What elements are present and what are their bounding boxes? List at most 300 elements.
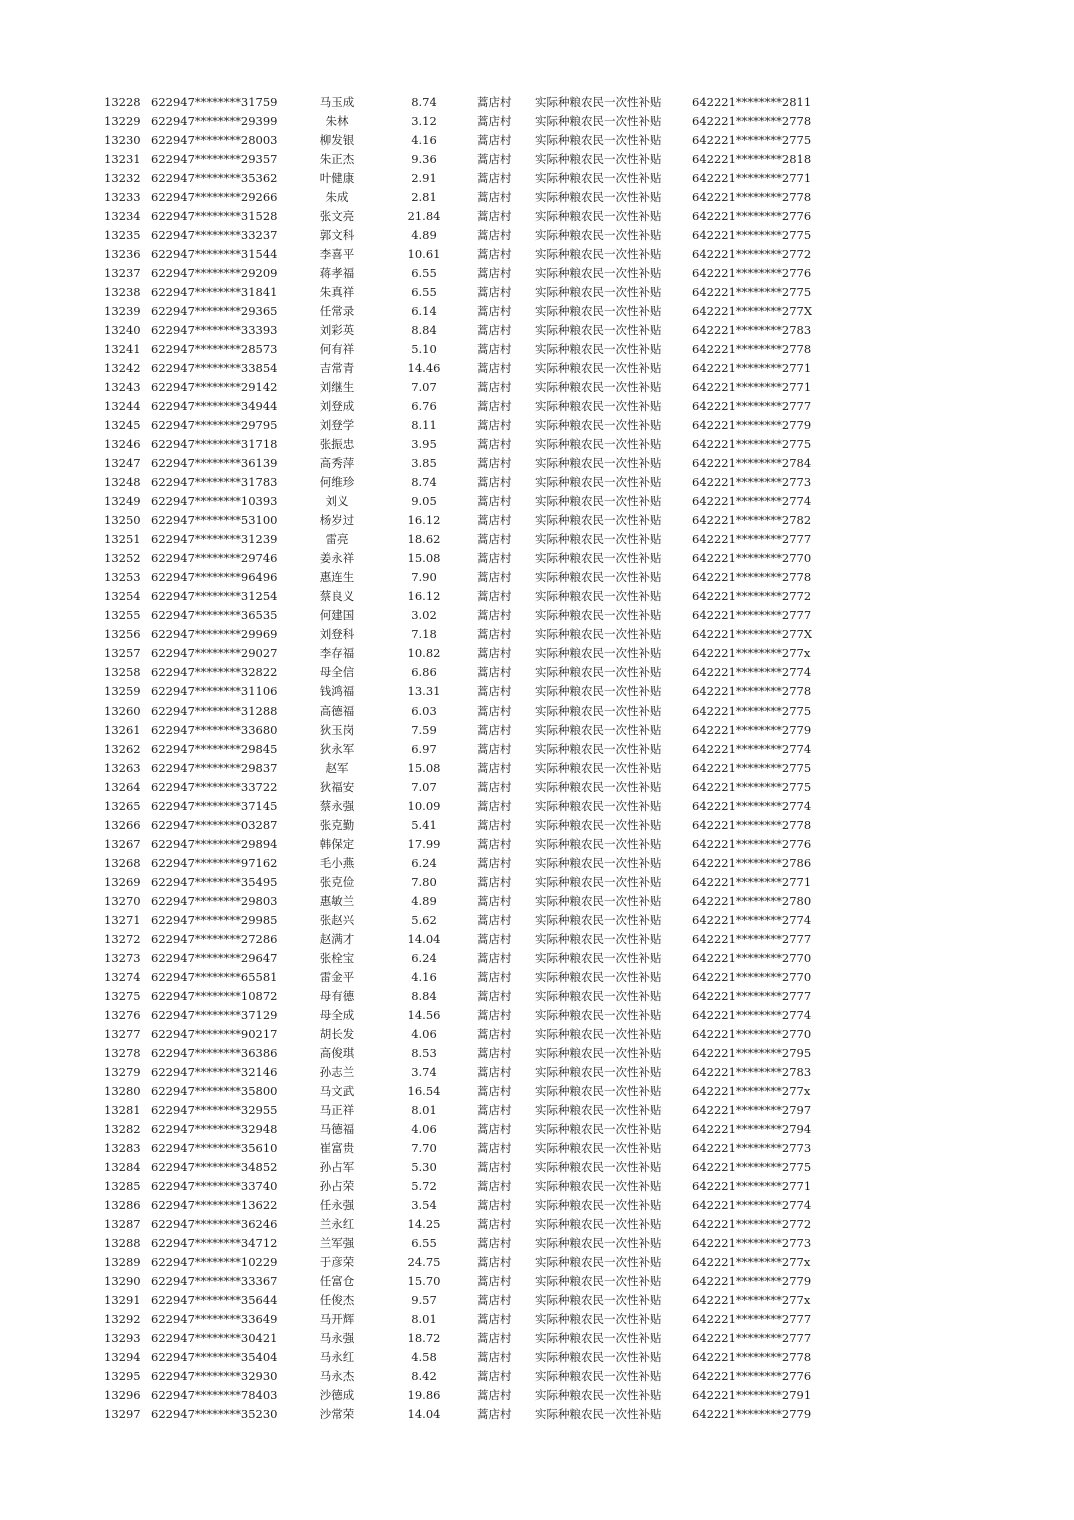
account-number: 622947********35644	[151, 1292, 278, 1307]
farmer-name: 朱成	[325, 190, 349, 205]
village-name: 蒿店村	[477, 950, 512, 965]
village-name: 蒿店村	[477, 646, 512, 661]
row-number: 13267	[104, 836, 141, 851]
subsidy-type: 实际种粮农民一次性补贴	[535, 228, 662, 243]
village-name: 蒿店村	[477, 1102, 512, 1117]
account-number: 622947********33367	[151, 1273, 278, 1288]
row-number: 13286	[104, 1197, 141, 1212]
row-number: 13277	[104, 1026, 141, 1041]
row-number: 13274	[104, 969, 141, 984]
farmer-name: 母有德	[319, 988, 355, 1003]
table-row	[0, 492, 1074, 511]
subsidy-amount: 7.07	[411, 380, 437, 395]
account-number: 622947********32955	[151, 1102, 278, 1117]
table-row	[0, 1367, 1074, 1386]
farmer-name: 雷亮	[325, 532, 349, 547]
account-number: 622947********29803	[151, 893, 278, 908]
table-row	[0, 1272, 1074, 1291]
subsidy-amount: 8.42	[411, 1369, 437, 1384]
subsidy-type: 实际种粮农民一次性补贴	[535, 912, 662, 927]
farmer-name: 柳发银	[319, 133, 355, 148]
row-number: 13244	[104, 399, 141, 414]
row-number: 13276	[104, 1007, 141, 1022]
row-number: 13293	[104, 1331, 141, 1346]
id-number: 642221********2774	[692, 1197, 812, 1212]
subsidy-type: 实际种粮农民一次性补贴	[535, 817, 662, 832]
farmer-name: 何有祥	[319, 342, 355, 357]
subsidy-amount: 3.54	[411, 1197, 437, 1212]
id-number: 642221********2775	[692, 779, 812, 794]
id-number: 642221********2777	[692, 931, 812, 946]
table-row	[0, 1405, 1074, 1424]
subsidy-amount: 7.07	[411, 779, 437, 794]
village-name: 蒿店村	[477, 741, 512, 756]
table-row	[0, 207, 1074, 226]
subsidy-amount: 2.91	[411, 171, 437, 186]
table-row	[0, 1177, 1074, 1196]
account-number: 622947********35800	[151, 1083, 278, 1098]
id-number: 642221********2774	[692, 494, 812, 509]
village-name: 蒿店村	[477, 1350, 512, 1365]
subsidy-amount: 6.55	[411, 285, 437, 300]
subsidy-amount: 7.70	[411, 1140, 437, 1155]
id-number: 642221********2775	[692, 228, 812, 243]
row-number: 13239	[104, 304, 141, 319]
id-number: 642221********2778	[692, 190, 812, 205]
table-row	[0, 169, 1074, 188]
id-number: 642221********277x	[692, 1083, 811, 1098]
village-name: 蒿店村	[477, 893, 512, 908]
table-row	[0, 473, 1074, 492]
subsidy-amount: 5.10	[411, 342, 437, 357]
farmer-name: 李存福	[319, 646, 355, 661]
id-number: 642221********2780	[692, 893, 812, 908]
subsidy-type: 实际种粮农民一次性补贴	[535, 608, 662, 623]
table-row	[0, 682, 1074, 701]
table-row	[0, 1253, 1074, 1272]
subsidy-amount: 3.02	[411, 608, 437, 623]
table-row	[0, 606, 1074, 625]
table-row	[0, 911, 1074, 930]
subsidy-type: 实际种粮农民一次性补贴	[535, 437, 662, 452]
subsidy-amount: 15.70	[407, 1273, 441, 1288]
account-number: 622947********28573	[151, 342, 278, 357]
subsidy-type: 实际种粮农民一次性补贴	[535, 1026, 662, 1041]
subsidy-amount: 7.80	[411, 874, 437, 889]
village-name: 蒿店村	[477, 475, 512, 490]
farmer-name: 吉常青	[319, 361, 355, 376]
subsidy-amount: 5.41	[411, 817, 437, 832]
account-number: 622947********35362	[151, 171, 278, 186]
subsidy-amount: 10.82	[407, 646, 441, 661]
subsidy-amount: 19.86	[407, 1388, 441, 1403]
subsidy-amount: 4.06	[411, 1026, 437, 1041]
row-number: 13263	[104, 760, 141, 775]
account-number: 622947********36535	[151, 608, 278, 623]
table-row	[0, 1120, 1074, 1139]
farmer-name: 赵满才	[319, 931, 355, 946]
subsidy-amount: 14.25	[407, 1216, 441, 1231]
subsidy-amount: 10.61	[407, 247, 441, 262]
table-row	[0, 131, 1074, 150]
subsidy-amount: 4.89	[411, 893, 437, 908]
farmer-name: 蒋孝福	[319, 266, 355, 281]
farmer-name: 母全成	[319, 1007, 355, 1022]
table-row	[0, 835, 1074, 854]
farmer-name: 朱林	[325, 114, 349, 129]
village-name: 蒿店村	[477, 399, 512, 414]
subsidy-type: 实际种粮农民一次性补贴	[535, 399, 662, 414]
row-number: 13238	[104, 285, 141, 300]
table-row	[0, 302, 1074, 321]
subsidy-type: 实际种粮农民一次性补贴	[535, 418, 662, 433]
row-number: 13279	[104, 1064, 141, 1079]
table-row	[0, 264, 1074, 283]
farmer-name: 朱正杰	[319, 152, 355, 167]
subsidy-type: 实际种粮农民一次性补贴	[535, 1350, 662, 1365]
id-number: 642221********2774	[692, 912, 812, 927]
id-number: 642221********2770	[692, 969, 812, 984]
account-number: 622947********29266	[151, 190, 278, 205]
village-name: 蒿店村	[477, 912, 512, 927]
table-row	[0, 1234, 1074, 1253]
account-number: 622947********35404	[151, 1350, 278, 1365]
account-number: 622947********29837	[151, 760, 278, 775]
table-row	[0, 1291, 1074, 1310]
account-number: 622947********96496	[151, 570, 278, 585]
id-number: 642221********2771	[692, 171, 812, 186]
village-name: 蒿店村	[477, 931, 512, 946]
subsidy-type: 实际种粮农民一次性补贴	[535, 684, 662, 699]
account-number: 622947********29894	[151, 836, 278, 851]
account-number: 622947********28003	[151, 133, 278, 148]
farmer-name: 赵军	[325, 760, 349, 775]
village-name: 蒿店村	[477, 1216, 512, 1231]
village-name: 蒿店村	[477, 1197, 512, 1212]
row-number: 13235	[104, 228, 141, 243]
village-name: 蒿店村	[477, 418, 512, 433]
account-number: 622947********10229	[151, 1254, 278, 1269]
village-name: 蒿店村	[477, 247, 512, 262]
farmer-name: 任富仓	[319, 1273, 355, 1288]
id-number: 642221********2779	[692, 1273, 812, 1288]
account-number: 622947********35230	[151, 1407, 278, 1422]
village-name: 蒿店村	[477, 969, 512, 984]
id-number: 642221********2811	[692, 95, 812, 109]
id-number: 642221********2818	[692, 152, 812, 167]
village-name: 蒿店村	[477, 228, 512, 243]
account-number: 622947********29142	[151, 380, 278, 395]
row-number: 13229	[104, 114, 141, 129]
row-number: 13266	[104, 817, 141, 832]
row-number: 13294	[104, 1350, 141, 1365]
subsidy-type: 实际种粮农民一次性补贴	[535, 1121, 662, 1136]
village-name: 蒿店村	[477, 608, 512, 623]
account-number: 622947********31841	[151, 285, 278, 300]
subsidy-amount: 16.12	[407, 513, 441, 528]
village-name: 蒿店村	[477, 1159, 512, 1174]
farmer-name: 狄玉岗	[319, 722, 355, 737]
village-name: 蒿店村	[477, 513, 512, 528]
village-name: 蒿店村	[477, 551, 512, 566]
village-name: 蒿店村	[477, 190, 512, 205]
account-number: 622947********65581	[151, 969, 278, 984]
farmer-name: 高俊琪	[319, 1045, 355, 1060]
village-name: 蒿店村	[477, 1140, 512, 1155]
row-number: 13249	[104, 494, 141, 509]
id-number: 642221********2778	[692, 684, 812, 699]
subsidy-amount: 9.36	[411, 152, 437, 167]
village-name: 蒿店村	[477, 817, 512, 832]
village-name: 蒿店村	[477, 532, 512, 547]
subsidy-amount: 8.53	[411, 1045, 437, 1060]
farmer-name: 马永杰	[319, 1369, 355, 1384]
subsidy-amount: 17.99	[407, 836, 441, 851]
row-number: 13284	[104, 1159, 141, 1174]
table-row	[0, 740, 1074, 759]
row-number: 13230	[104, 133, 141, 148]
table-row	[0, 968, 1074, 987]
table-row	[0, 930, 1074, 949]
row-number: 13283	[104, 1140, 141, 1155]
village-name: 蒿店村	[477, 1083, 512, 1098]
row-number: 13258	[104, 665, 141, 680]
farmer-name: 高秀萍	[319, 456, 355, 471]
row-number: 13297	[104, 1407, 141, 1422]
account-number: 622947********29985	[151, 912, 278, 927]
subsidy-type: 实际种粮农民一次性补贴	[535, 703, 662, 718]
farmer-name: 马玉成	[319, 95, 355, 109]
table-row	[0, 530, 1074, 549]
id-number: 642221********2778	[692, 342, 812, 357]
account-number: 622947********30421	[151, 1331, 278, 1346]
subsidy-type: 实际种粮农民一次性补贴	[535, 152, 662, 167]
account-number: 622947********27286	[151, 931, 278, 946]
table-row	[0, 644, 1074, 663]
row-number: 13285	[104, 1178, 141, 1193]
account-number: 622947********36386	[151, 1045, 278, 1060]
subsidy-amount: 16.54	[407, 1083, 441, 1098]
id-number: 642221********277x	[692, 646, 811, 661]
village-name: 蒿店村	[477, 380, 512, 395]
subsidy-type: 实际种粮农民一次性补贴	[535, 1388, 662, 1403]
id-number: 642221********277x	[692, 1254, 811, 1269]
account-number: 622947********33680	[151, 722, 278, 737]
farmer-name: 张栓宝	[319, 950, 355, 965]
farmer-name: 孙占荣	[319, 1178, 355, 1193]
farmer-name: 马永红	[319, 1350, 355, 1365]
subsidy-amount: 9.05	[411, 494, 437, 509]
subsidy-type: 实际种粮农民一次性补贴	[535, 836, 662, 851]
subsidy-amount: 8.74	[411, 475, 437, 490]
subsidy-type: 实际种粮农民一次性补贴	[535, 1235, 662, 1250]
table-row	[0, 1215, 1074, 1234]
subsidy-type: 实际种粮农民一次性补贴	[535, 380, 662, 395]
id-number: 642221********2771	[692, 874, 812, 889]
table-row	[0, 188, 1074, 207]
subsidy-type: 实际种粮农民一次性补贴	[535, 1197, 662, 1212]
village-name: 蒿店村	[477, 1026, 512, 1041]
account-number: 622947********29209	[151, 266, 278, 281]
subsidy-amount: 15.08	[407, 551, 441, 566]
row-number: 13265	[104, 798, 141, 813]
row-number: 13260	[104, 703, 141, 718]
subsidy-type: 实际种粮农民一次性补贴	[535, 95, 662, 109]
farmer-name: 韩保定	[319, 836, 355, 851]
account-number: 622947********33393	[151, 323, 278, 338]
id-number: 642221********2775	[692, 703, 812, 718]
id-number: 642221********2784	[692, 456, 812, 471]
village-name: 蒿店村	[477, 1388, 512, 1403]
village-name: 蒿店村	[477, 703, 512, 718]
village-name: 蒿店村	[477, 1407, 512, 1422]
farmer-name: 惠敏兰	[319, 893, 355, 908]
id-number: 642221********2771	[692, 380, 812, 395]
table-row	[0, 283, 1074, 302]
table-row	[0, 1158, 1074, 1177]
table-row	[0, 873, 1074, 892]
id-number: 642221********2777	[692, 399, 812, 414]
farmer-name: 刘义	[325, 494, 349, 509]
table-row	[0, 721, 1074, 740]
village-name: 蒿店村	[477, 627, 512, 642]
subsidy-amount: 7.18	[411, 627, 437, 642]
table-row	[0, 359, 1074, 378]
row-number: 13255	[104, 608, 141, 623]
subsidy-amount: 7.90	[411, 570, 437, 585]
id-number: 642221********2771	[692, 1178, 812, 1193]
farmer-name: 李喜平	[319, 247, 355, 262]
account-number: 622947********34852	[151, 1159, 278, 1174]
row-number: 13252	[104, 551, 141, 566]
id-number: 642221********2776	[692, 209, 812, 224]
subsidy-amount: 6.76	[411, 399, 437, 414]
id-number: 642221********277x	[692, 1292, 811, 1307]
row-number: 13287	[104, 1216, 141, 1231]
row-number: 13243	[104, 380, 141, 395]
row-number: 13273	[104, 950, 141, 965]
farmer-name: 张克俭	[319, 874, 355, 889]
table-row	[0, 1044, 1074, 1063]
village-name: 蒿店村	[477, 1312, 512, 1326]
row-number: 13236	[104, 247, 141, 262]
subsidy-amount: 8.01	[411, 1312, 437, 1326]
village-name: 蒿店村	[477, 95, 512, 109]
village-name: 蒿店村	[477, 133, 512, 148]
farmer-name: 沙常荣	[319, 1407, 355, 1422]
farmer-name: 兰军强	[319, 1235, 355, 1250]
subsidy-amount: 4.16	[411, 133, 437, 148]
table-row	[0, 625, 1074, 644]
account-number: 622947********29845	[151, 741, 278, 756]
village-name: 蒿店村	[477, 209, 512, 224]
subsidy-type: 实际种粮农民一次性补贴	[535, 1083, 662, 1098]
subsidy-amount: 5.62	[411, 912, 437, 927]
farmer-name: 刘彩英	[319, 323, 355, 338]
table-row	[0, 112, 1074, 131]
subsidy-table	[0, 93, 1074, 1424]
village-name: 蒿店村	[477, 760, 512, 775]
subsidy-type: 实际种粮农民一次性补贴	[535, 513, 662, 528]
id-number: 642221********2772	[692, 589, 812, 604]
village-name: 蒿店村	[477, 684, 512, 699]
village-name: 蒿店村	[477, 589, 512, 604]
farmer-name: 沙德成	[319, 1388, 355, 1403]
subsidy-type: 实际种粮农民一次性补贴	[535, 665, 662, 680]
village-name: 蒿店村	[477, 665, 512, 680]
subsidy-type: 实际种粮农民一次性补贴	[535, 988, 662, 1003]
subsidy-type: 实际种粮农民一次性补贴	[535, 494, 662, 509]
id-number: 642221********2779	[692, 1407, 812, 1422]
row-number: 13295	[104, 1369, 141, 1384]
subsidy-amount: 8.74	[411, 95, 437, 109]
subsidy-amount: 14.04	[407, 1407, 441, 1422]
subsidy-amount: 4.16	[411, 969, 437, 984]
account-number: 622947********36139	[151, 456, 278, 471]
id-number: 642221********2774	[692, 741, 812, 756]
account-number: 622947********29969	[151, 627, 278, 642]
row-number: 13250	[104, 513, 141, 528]
row-number: 13237	[104, 266, 141, 281]
subsidy-amount: 8.84	[411, 988, 437, 1003]
account-number: 622947********10872	[151, 988, 278, 1003]
village-name: 蒿店村	[477, 1369, 512, 1384]
farmer-name: 蔡良义	[319, 589, 355, 604]
row-number: 13231	[104, 152, 141, 167]
id-number: 642221********2778	[692, 1350, 812, 1365]
table-row	[0, 892, 1074, 911]
subsidy-amount: 14.04	[407, 931, 441, 946]
farmer-name: 蔡永强	[319, 798, 355, 813]
id-number: 642221********2774	[692, 798, 812, 813]
id-number: 642221********2777	[692, 1312, 812, 1326]
account-number: 622947********35495	[151, 874, 278, 889]
table-row	[0, 1101, 1074, 1120]
account-number: 622947********31783	[151, 475, 278, 490]
subsidy-type: 实际种粮农民一次性补贴	[535, 247, 662, 262]
village-name: 蒿店村	[477, 874, 512, 889]
row-number: 13296	[104, 1388, 141, 1403]
row-number: 13269	[104, 874, 141, 889]
id-number: 642221********2776	[692, 266, 812, 281]
account-number: 622947********32146	[151, 1064, 278, 1079]
id-number: 642221********2779	[692, 722, 812, 737]
row-number: 13290	[104, 1273, 141, 1288]
id-number: 642221********2774	[692, 665, 812, 680]
subsidy-type: 实际种粮农民一次性补贴	[535, 475, 662, 490]
id-number: 642221********2776	[692, 1369, 812, 1384]
subsidy-amount: 8.84	[411, 323, 437, 338]
subsidy-type: 实际种粮农民一次性补贴	[535, 570, 662, 585]
subsidy-amount: 8.01	[411, 1102, 437, 1117]
village-name: 蒿店村	[477, 1178, 512, 1193]
id-number: 642221********2782	[692, 513, 812, 528]
subsidy-type: 实际种粮农民一次性补贴	[535, 1292, 662, 1307]
farmer-name: 任常录	[319, 304, 355, 319]
subsidy-amount: 21.84	[407, 209, 441, 224]
account-number: 622947********31544	[151, 247, 278, 262]
village-name: 蒿店村	[477, 494, 512, 509]
account-number: 622947********32948	[151, 1121, 278, 1136]
farmer-name: 马正祥	[319, 1102, 355, 1117]
subsidy-type: 实际种粮农民一次性补贴	[535, 646, 662, 661]
account-number: 622947********31239	[151, 532, 278, 547]
row-number: 13292	[104, 1312, 141, 1326]
subsidy-type: 实际种粮农民一次性补贴	[535, 551, 662, 566]
account-number: 622947********10393	[151, 494, 278, 509]
account-number: 622947********53100	[151, 513, 278, 528]
id-number: 642221********2772	[692, 1216, 812, 1231]
